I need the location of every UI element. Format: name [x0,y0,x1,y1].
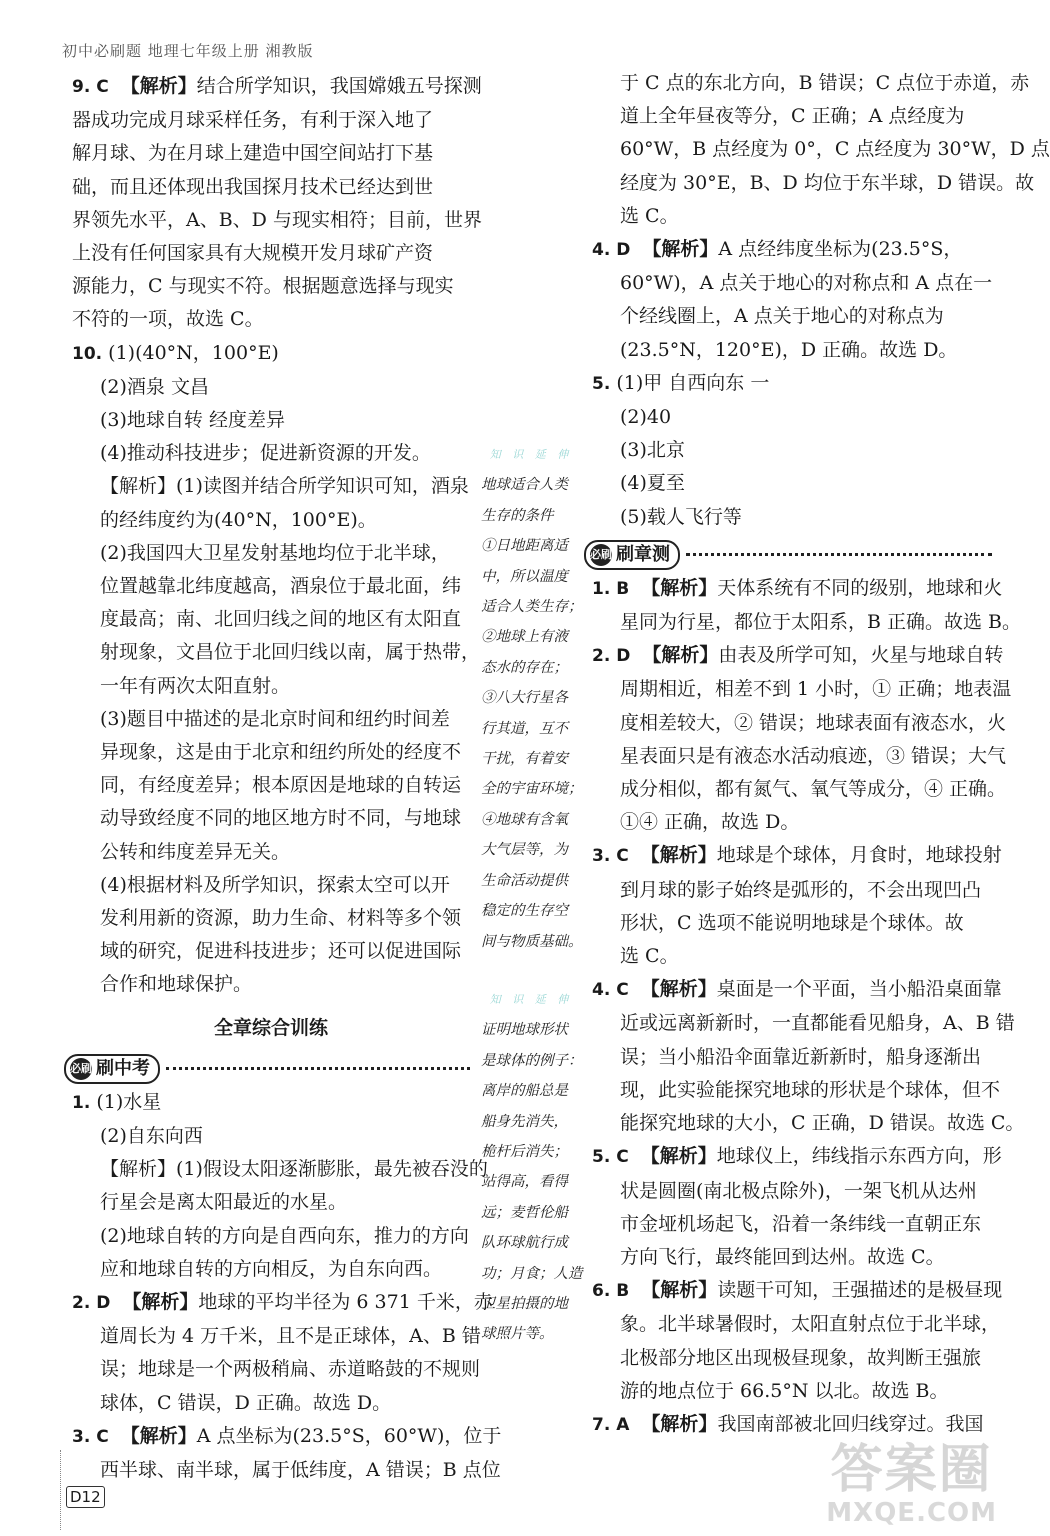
analysis-tag: 【解析】 [120,1424,197,1447]
text-line [592,133,1050,166]
text-line [72,1286,493,1320]
text-line [72,902,470,935]
text-line [592,673,1012,706]
text-line [592,572,1003,606]
text-line [592,1007,1015,1040]
line-text: A 点坐标为(23.5°S，60°W)，位于 [196,1424,502,1447]
sidebar-lines [481,1015,581,1349]
line-text: (2)40 [620,406,672,429]
line-text: 合作和地球保护。 [100,973,253,996]
line-text: ①④ 正确，故选 D。 [620,811,800,834]
text-line [72,504,470,537]
line-text: 异现象，这是由于北京和纽约所处的经度不 [100,741,462,764]
text-line [72,1353,481,1386]
text-line [592,806,992,839]
line-text: 础，而且还体现出我国探月技术已经达到世 [72,175,434,198]
line-text: 我国南部被北回归线穿过。我国 [717,1412,984,1435]
text-line [592,1308,1001,1341]
corner-mark [60,1450,62,1530]
text-line [72,968,470,1001]
text-line [592,740,1007,773]
text-line [72,337,470,371]
left-answers-2 [72,1086,502,1487]
right-column [590,67,1050,1442]
sidebar-line: 大气层等，为 [481,842,568,859]
text-line [592,367,992,401]
line-text: 应和地球自转的方向相反，为自东向西。 [100,1257,443,1280]
text-line [592,1041,992,1074]
text-line [72,1387,470,1420]
line-text: 游的地点位于 66.5°N 以北。故选 B。 [620,1379,949,1402]
question-number: 4. C [592,980,629,1001]
text-line [592,1074,1001,1107]
line-text: (2)地球自转的方向是自西向东，推力的方向 [100,1224,469,1247]
line-text: 方向飞行，最终能回到达州。故选 C。 [620,1245,945,1268]
analysis-tag: 【解析】 [641,576,718,599]
line-text: 星同为行星，都位于太阳系，B 正确。故选 B。 [620,611,1022,634]
text-line [72,869,470,902]
line-text: (1)(40°N，100°E) [108,341,279,364]
text-line [592,167,1035,200]
analysis-tag: 【解析】 [642,644,719,667]
line-text: 星表面只是有液态水活动痕迹，③ 错误；大气 [620,744,1007,767]
dotted-rule [686,553,992,556]
line-text: 道周长为 4 万千米，且不是正球体，A、B 错 [100,1325,481,1348]
text-line [592,1408,992,1442]
line-text: (2)酒泉 文昌 [100,375,209,398]
line-text: 解月球、为在月球上建造中国空间站打下基 [72,142,434,165]
line-text: 【解析】(1)读图并结合所学知识可知，酒泉 [100,475,469,498]
line-text: 的经纬度约为(40°N，100°E)。 [100,508,377,531]
text-line [72,1086,470,1120]
text-line [72,437,470,470]
sidebar-line: 站得高，看得 [481,1174,568,1191]
text-line [72,1320,481,1353]
line-text: (1)甲 自西向东 一 [616,371,770,394]
line-text: (3)题目中描述的是北京时间和纽约时间差 [100,707,450,730]
line-text: (3)地球自转 经度差异 [100,409,285,432]
sidebar-line: 中，所以温度 [481,568,568,585]
analysis-tag: 【解析】 [642,238,719,261]
text-line [592,267,992,300]
page-number: D12 [66,1486,105,1508]
text-line [72,1120,470,1153]
text-line [72,1253,470,1286]
question-number: 1. [72,1092,91,1113]
sidebar-note-1 [481,440,581,957]
text-line [592,401,992,434]
line-text: 读题干可知，王强描述的是极昼现 [717,1279,1003,1302]
sidebar-line: 证明地球形状 [481,1022,568,1039]
text-line [592,839,1002,873]
line-text: 成分相似，都有氮气、氧气等成分，④ 正确。 [620,778,1007,801]
question-number: 5. [592,373,611,394]
text-line [72,1186,470,1219]
sidebar-line: ③八大行星各 [481,690,568,707]
analysis-tag: 【解析】 [641,1412,718,1435]
question-number: 3. C [592,846,629,867]
right-answers [592,67,1050,534]
line-text: 北极部分地区出现极昼现象，故判断王强旅 [620,1346,982,1369]
line-text: 状是圆圈(南北极点除外)，一架飞机从达州 [620,1179,977,1202]
banner-badge [584,540,680,570]
line-text: 位置越靠北纬度越高，酒泉位于最北面，纬 [100,575,462,598]
sidebar-line: 是球体的例子： [481,1052,583,1069]
text-line [72,104,470,137]
text-line [592,1107,1025,1140]
question-number: 5. C [592,1147,629,1168]
line-text: 射现象，文昌位于北回归线以南，属于热带， [100,641,481,664]
text-line [72,1153,488,1186]
question-number: 6. B [592,1281,630,1302]
text-line [592,1375,992,1408]
watermark-url: MXQE.COM [826,1498,997,1528]
line-text: 象。北半球暑假时，太阳直射点位于北半球， [620,1313,1001,1336]
line-text: 行星会是离太阳最近的水星。 [100,1191,348,1214]
right-answers-2 [592,572,1025,1442]
line-text: (5)载人飞行等 [620,505,742,528]
text-line [72,270,470,303]
text-line [72,537,470,570]
sidebar-line: ②地球上有液 [481,629,568,646]
analysis-tag: 【解析】 [122,1290,199,1313]
line-text: 源能力，C 与现实不符。根据题意选择与现实 [72,275,454,298]
sidebar-line: 适合人类生存； [481,599,583,616]
text-line [592,940,992,973]
question-number: 2. D [72,1292,111,1313]
line-text: 到月球的影子始终是弧形的，不会出现凹凸 [620,878,982,901]
line-text: 同，有经度差异；根本原因是地球的自转运 [100,774,462,797]
banner-zhongkao [64,1052,470,1086]
text-line [72,670,470,703]
sidebar-line: 生命活动提供 [481,872,568,889]
badge-icon: 必刷 [70,1058,92,1080]
line-text: 发利用新的资源，助力生命、材料等多个领 [100,907,462,930]
text-line [592,434,992,467]
text-line [72,1454,501,1487]
line-text: 道上全年昼夜等分，C 正确；A 点经度为 [620,105,965,128]
text-line [592,907,992,940]
question-number: 4. D [592,240,631,261]
text-line [592,501,992,534]
line-text: 地球的平均半径为 6 371 千米，赤 [198,1290,493,1313]
line-text: 公转和纬度差异无关。 [100,840,291,863]
text-line [592,200,992,233]
text-line [72,1420,502,1454]
line-text: (1)水星 [96,1090,162,1113]
text-line [72,70,482,104]
text-line [72,1220,470,1253]
badge-icon: 必刷 [590,544,612,566]
sidebar-line: ④地球有含氧 [481,811,568,828]
section-title: 全章综合训练 [213,1016,328,1039]
text-line [592,707,1007,740]
analysis-tag: 【解析】 [640,844,717,867]
text-line [72,736,470,769]
line-text: 于 C 点的东北方向，B 错误；C 点位于赤道，赤 [620,72,1030,94]
text-line [592,1274,1003,1308]
left-answers [72,70,482,1002]
line-text: 60°W)，A 点关于地心的对称点和 A 点在一 [620,272,993,295]
sidebar-line: 稳定的生存空 [481,903,568,920]
text-line [592,874,992,907]
text-line [72,603,470,636]
text-line [592,334,992,367]
line-text: 度相差较大，② 错误；地球表面有液态水，火 [620,711,1007,734]
sidebar-line: 队环球航行成 [481,1235,568,1252]
line-text: 近或远离新新时，一直都能看见船身，A、B 错 [620,1012,1015,1035]
sidebar-line: 离岸的船总是 [481,1083,568,1100]
line-text: 西半球、南半球，属于低纬度，A 错误；B 点位 [100,1458,501,1481]
sidebar-line: ①日地距离适 [481,538,568,555]
sidebar-line: 远；麦哲伦船 [481,1204,568,1221]
watermark [826,1442,997,1528]
text-line [72,371,470,404]
line-text: (4)夏至 [620,472,685,495]
line-text: 桌面是一个平面，当小船沿桌面靠 [716,978,1002,1001]
banner-badge [64,1054,160,1084]
text-line [72,769,470,802]
text-line [592,1175,992,1208]
text-line [72,404,470,437]
text-line [592,233,992,267]
analysis-tag: 【解析】 [640,978,717,1001]
line-text: 界领先水平，A、B、D 与现实相符；目前，世界 [72,208,482,231]
question-number: 3. C [72,1426,109,1447]
sidebar-line: 干扰，有着安 [481,751,568,768]
text-line [72,836,470,869]
text-line [592,1342,992,1375]
text-line [592,1140,1002,1174]
line-text: (2)自东向西 [100,1124,203,1147]
text-line [72,703,470,736]
text-line [72,802,470,835]
line-text: 地球是个球体，月食时，地球投射 [716,844,1002,867]
text-line [592,300,992,333]
line-text: 60°W，B 点经度为 0°，C 点经度为 30°W，D 点 [620,138,1050,161]
banner-label: 刷章测 [616,544,670,566]
running-header: 初中必刷题 地理七年级上册 湘教版 [62,42,314,60]
text-line [592,606,1022,639]
line-text: 不符的一项，故选 C。 [72,308,264,331]
line-text: (4)推动科技进步；促进新资源的开发。 [100,442,431,465]
text-line [72,137,470,170]
question-number: 9. C [72,77,109,97]
question-number: 1. B [592,578,630,599]
line-text: (23.5°N，120°E)，D 正确。故选 D。 [620,338,958,361]
text-line [592,1208,992,1241]
line-text: 周期相近，相差不到 1 小时，① 正确；地表温 [620,678,1012,701]
line-text: 结合所学知识，我国嫦娥五号探测 [196,75,482,97]
line-text: 域的研究，促进科技进步；还可以促进国际 [100,940,462,963]
analysis-tag: 【解析】 [120,75,197,97]
text-line [592,773,1007,806]
sidebar-line: 船身先消失， [481,1113,568,1130]
line-text: 地球仪上，纬线指示东西方向，形 [716,1145,1002,1168]
text-line [592,100,992,133]
line-text: 选 C。 [620,945,679,968]
sidebar-line: 球照片等。 [481,1326,554,1343]
text-line [592,639,1004,673]
text-line [592,67,1030,100]
line-text: (3)北京 [620,439,685,462]
left-column [70,70,502,1487]
text-line [592,1241,992,1274]
line-text: 动导致经度不同的地区地方时不同，与地球 [100,807,462,830]
text-line [72,237,470,270]
sidebar-line: 地球适合人类 [481,477,568,494]
line-text: 器成功完成月球采样任务，有利于深入地了 [72,109,434,132]
sidebar-lines [481,470,581,957]
sidebar-heading: 知 识 延 伸 [489,993,573,1006]
watermark-logo: 答案圈 [830,1440,993,1500]
line-text: (4)根据材料及所学知识，探索太空可以开 [100,873,450,896]
text-line [72,935,470,968]
dotted-rule [166,1067,470,1070]
text-line [72,636,481,669]
question-number: 7. A [592,1414,630,1435]
text-line [592,467,992,500]
analysis-tag: 【解析】 [640,1145,717,1168]
analysis-tag: 【解析】 [641,1279,718,1302]
question-number: 2. D [592,646,631,667]
line-text: A 点经纬度坐标为(23.5°S， [718,238,963,261]
banner-label: 刷中考 [96,1058,150,1080]
text-line [72,470,470,503]
sidebar-line: 桅杆后消失； [481,1144,568,1161]
line-text: 由表及所学可知，火星与地球自转 [718,644,1004,667]
sidebar-line: 功；月食；人造 [481,1265,583,1282]
line-text: 市金垭机场起飞，沿着一条纬线一直朝正东 [620,1212,982,1235]
sidebar-line: 全的宇宙环境； [481,781,583,798]
line-text: 经度为 30°E，B、D 均位于东半球，D 错误。故 [620,171,1035,194]
sidebar-line: 行其道，互不 [481,720,568,737]
line-text: 球体，C 错误，D 正确。故选 D。 [100,1391,392,1414]
line-text: (2)我国四大卫星发射基地均位于北半球， [100,541,450,564]
line-text: 一年有两次太阳直射。 [100,674,291,697]
line-text: 个经线圈上，A 点关于地心的对称点为 [620,305,944,328]
line-text: 选 C。 [620,204,679,227]
line-text: 度最高；南、北回归线之间的地区有太阳直 [100,608,462,631]
line-text: 现，此实验能探究地球的形状是个球体，但不 [620,1078,1001,1101]
sidebar-note-2 [481,985,581,1350]
line-text: 误；地球是一个两极稍扁、赤道略鼓的不规则 [100,1358,481,1381]
sidebar-line: 卫星拍摄的地 [481,1296,568,1313]
line-text: 上没有任何国家具有大规模开发月球矿产资 [72,242,434,265]
text-line [592,973,1002,1007]
line-text: 形状，C 选项不能说明地球是个球体。故 [620,911,964,934]
line-text: 天体系统有不同的级别，地球和火 [717,576,1003,599]
text-line [72,303,470,336]
banner-zhangce [584,538,992,572]
text-line [72,171,470,204]
text-line [72,570,470,603]
sidebar-heading: 知 识 延 伸 [489,448,573,461]
line-text: 能探究地球的大小，C 正确，D 错误。故选 C。 [620,1112,1025,1135]
line-text: 误；当小船沿伞面靠近新新时，船身逐渐出 [620,1045,982,1068]
question-number: 10. [72,343,103,364]
sidebar-line: 生存的条件 [481,507,554,524]
sidebar-line: 态水的存在； [481,659,568,676]
text-line [72,204,482,237]
sidebar-line: 间与物质基础。 [481,933,583,950]
line-text: 【解析】(1)假设太阳逐渐膨胀，最先被吞没的 [100,1158,488,1181]
